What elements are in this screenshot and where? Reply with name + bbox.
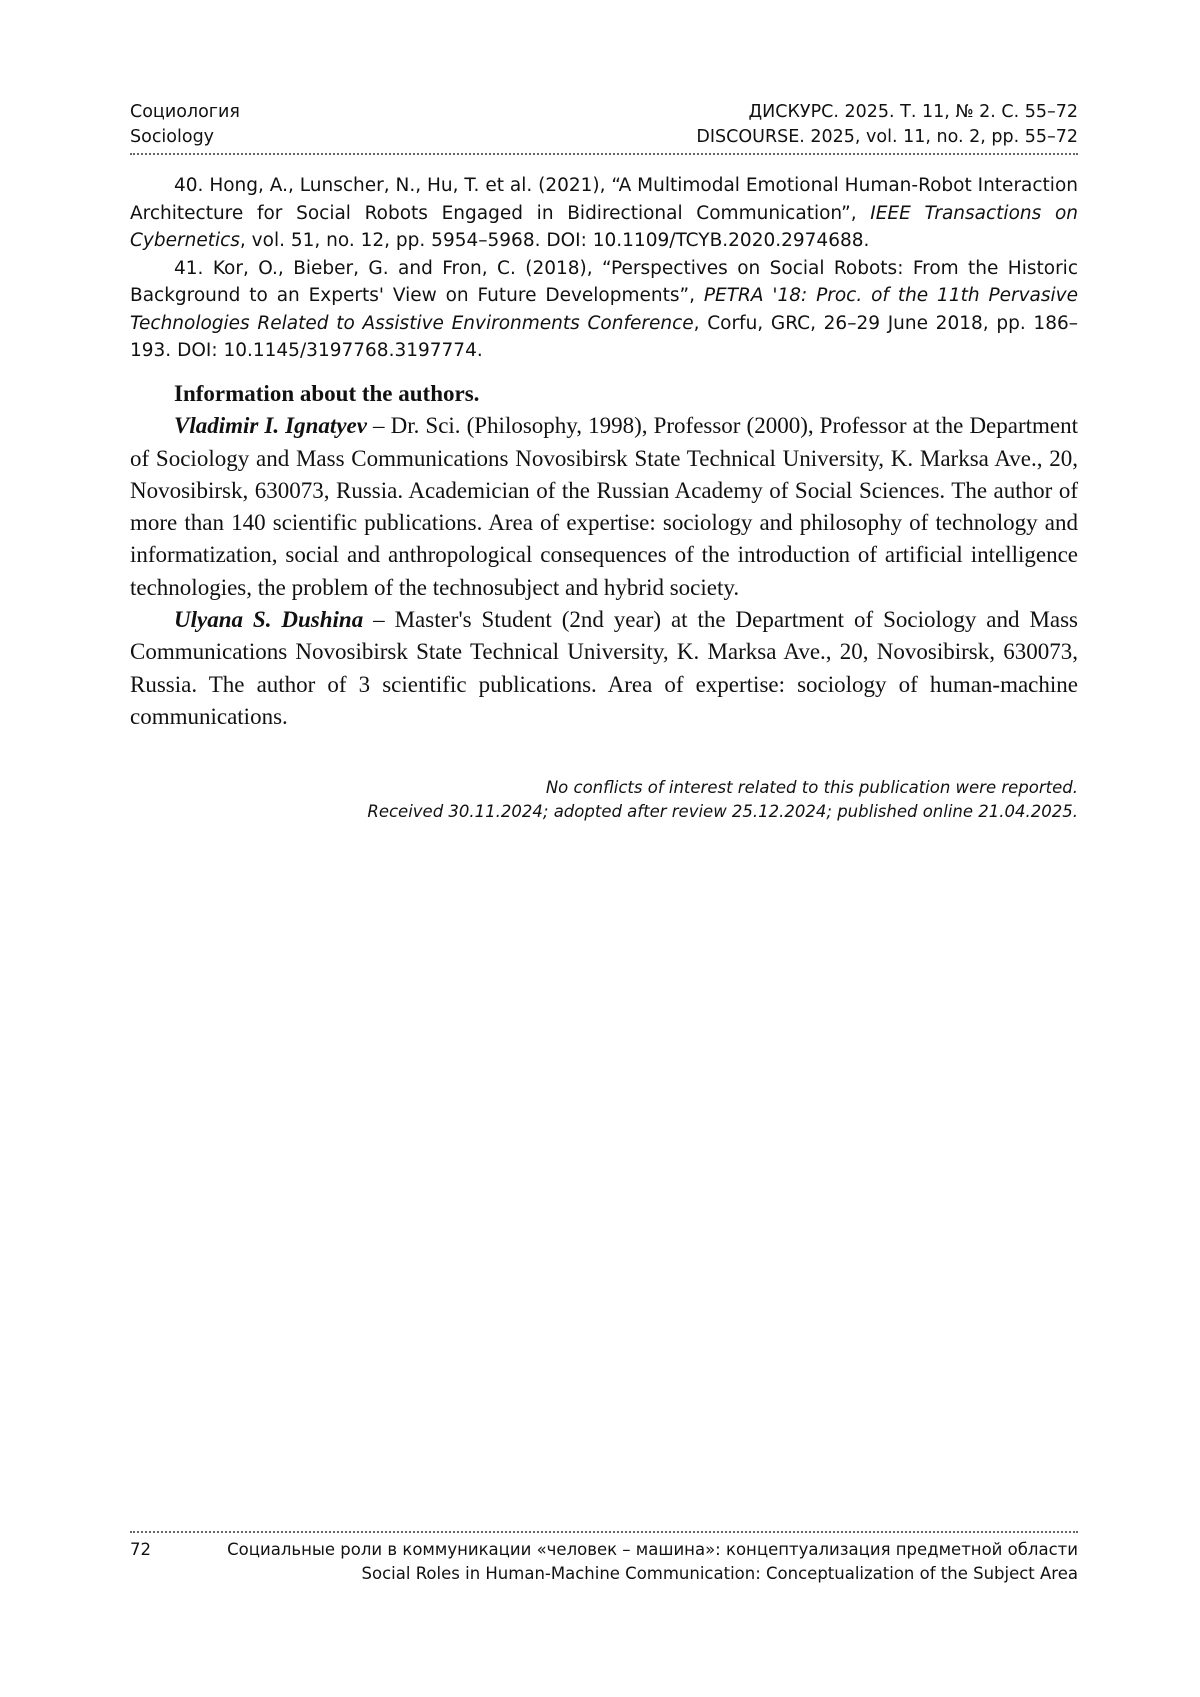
running-header (130, 100, 1078, 150)
reference-item: 40. Hong, A., Lunscher, N., Hu, T. et al. (2021), “A Multimodal Emotional Human-Robot Interaction Architecture for Social Robots Engaged in Bidirectional Communication”, IEEE Transactions on Cybernetics, vol. 51, no. 12, pp. 5954–5968. DOI: 10.1109/TCYB.2020.2974688. (130, 172, 1078, 255)
author-description: – Dr. Sci. (Philosophy, 1998), Professor (2000), Professor at the Department of Sociology and Mass Communications Novosibirsk State Technical University, K. Marksa Ave., 20, Novosibirsk, 630073, Russia. Academician of the Russian Academy of Social Sciences. The author of more than 140 scientific publications. Area of expertise: sociology and philosophy of technology and informatization, social and anthropological consequences of the introduction of artificial intelligence technologies, the problem of the technosubject and hybrid society. (130, 413, 1078, 599)
reference-list (130, 172, 1078, 365)
author-name: Ulyana S. Dushina (174, 607, 363, 632)
reference-item: 41. Kor, O., Bieber, G. and Fron, C. (2018), “Perspectives on Social Robots: From the Historic Back­ground to an Experts' View on Future Developments”, PETRA '18: Proc. of the 11th Pervasive Technologies Related to Assistive Environments Conference, Corfu, GRC, 26–29 June 2018, pp. 186–193. DOI: 10.1145/3197768.3197774. (130, 255, 1078, 365)
publication-dates: Received 30.11.2024; adopted after review 25.12.2024; published online 21.04.2025. (130, 800, 1078, 824)
page-number: 72 (130, 1538, 151, 1562)
header-section-ru: Социология (130, 100, 240, 125)
reference-source: PETRA '18: Proc. of the 11th Pervasive Technologies Related to Assistive Environments Conference (130, 285, 1078, 334)
author-entry (130, 410, 1078, 604)
article-title-en: Social Roles in Human-Machine Communication: Conceptualization of the Subject Area (130, 1562, 1078, 1586)
footer-divider (130, 1531, 1078, 1533)
header-journal-ru: ДИСКУРС. 2025. Т. 11, № 2. С. 55–72 (749, 100, 1079, 125)
running-footer (130, 1538, 1078, 1586)
article-title-ru: Социальные роли в коммуникации «человек – машина»: концептуализация предметной области (130, 1538, 1078, 1562)
authors-heading: Information about the authors. (130, 378, 1078, 410)
author-description: – Master's Student (2nd year) at the Department of Sociology and Mass Communications Novosibirsk State Technical University, K. Marksa Ave., 20, Novosibirsk, 630073, Russia. The author of 3 scientific publications. Area of expertise: sociology of human-machine communications. (130, 607, 1078, 729)
header-divider (130, 153, 1078, 155)
reference-source: IEEE Transactions on Cybernetics (130, 203, 1078, 252)
conflict-statement: No conflicts of interest related to this publication were reported. (130, 776, 1078, 800)
header-journal-en: DISCOURSE. 2025, vol. 11, no. 2, pp. 55–72 (696, 125, 1078, 150)
authors-section (130, 378, 1078, 733)
author-entry (130, 604, 1078, 733)
header-section-en: Sociology (130, 125, 214, 150)
publication-notes (130, 776, 1078, 824)
author-name: Vladimir I. Ignatyev (174, 413, 367, 438)
